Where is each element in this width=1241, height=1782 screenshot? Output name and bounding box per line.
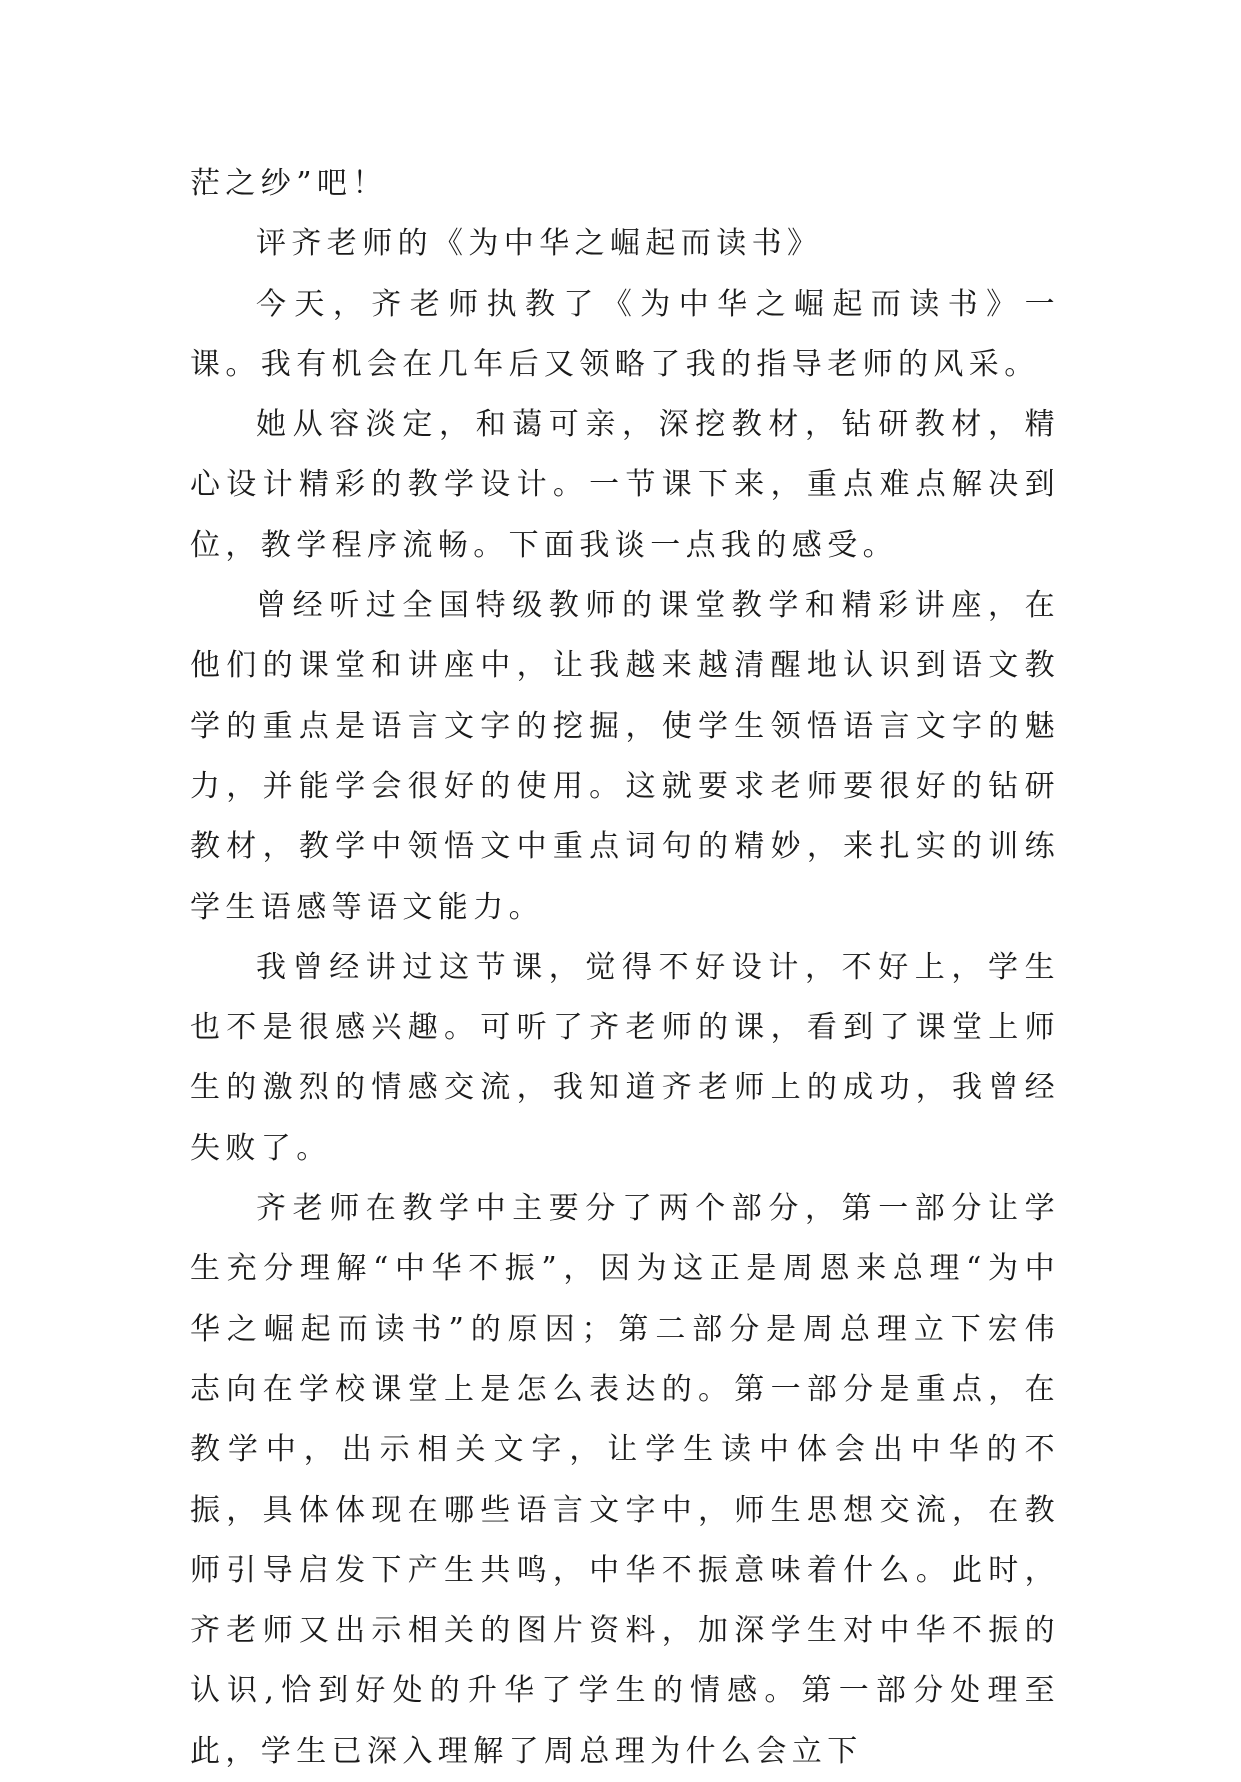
paragraph-continuation: 茫之纱”吧！: [190, 166, 388, 201]
paragraph: 齐老师在教学中主要分了两个部分，第一部分让学生充分理解“中华不振”，因为这正是周恩来总理“为中华之崛起而读书”的原因；第二部分是周总理立下宏伟志向在学校课堂上是怎么表达的。第一部分是重点，在教学中，出示相关文字，让学生读中体会出中华的不振，具体体现在哪些语言文字中，师生思想交流，在教师引导启发下产生共鸣，中华不振意味着什么。此时，齐老师又出示相关的图片资料，加深学生对中华不振的认识,恰到好处的升华了学生的情感。第一部分处理至此，学生已深入理解了周总理为什么会立下: [190, 1191, 1060, 1769]
paragraph: 我曾经讲过这节课，觉得不好设计，不好上，学生也不是很感兴趣。可听了齐老师的课，看到了课堂上师生的激烈的情感交流，我知道齐老师上的成功，我曾经失败了。: [190, 949, 1060, 1166]
article-title: 评齐老师的《为中华之崛起而读书》: [256, 226, 823, 262]
paragraph: 她从容淡定，和蔼可亲，深挖教材，钻研教材，精心设计精彩的教学设计。一节课下来，重点难点解决到位，教学程序流畅。下面我谈一点我的感受。: [190, 407, 1060, 563]
paragraph: 曾经听过全国特级教师的课堂教学和精彩讲座，在他们的课堂和讲座中，让我越来越清醒地认识到语文教学的重点是语言文字的挖掘，使学生领悟语言文字的魅力，并能学会很好的使用。这就要求老师要很好的钻研教材，教学中领悟文中重点词句的精妙，来扎实的训练学生语感等语文能力。: [190, 588, 1060, 925]
document-body: [190, 154, 1060, 1782]
paragraph: 今天，齐老师执教了《为中华之崛起而读书》一课。我有机会在几年后又领略了我的指导老师的风采。: [190, 286, 1060, 382]
